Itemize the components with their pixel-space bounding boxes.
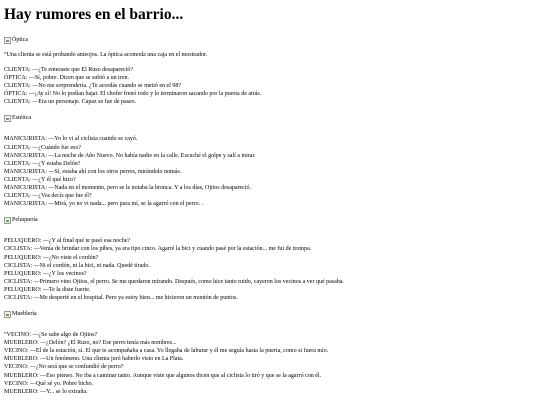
dialogue-line: PELUQUERO: —¿Y al final qué te pasó esa noche? [4,238,131,245]
broken-image-icon [4,311,11,318]
dialogue-line: MUEBLERO: —Y... se lo extraña. [4,388,88,395]
section-image [4,36,540,45]
dialogue-line: MANICURISTA: —Mirá, yo no vi nada... pero para mí, se la agarró con el perro. . [4,201,204,208]
image-alt-text: Estética [12,115,31,122]
page-title: Hay rumores en el barrio... [4,6,184,23]
dialogue-lines [4,237,540,302]
image-alt-text: Mueblería [12,311,37,318]
dialogue-line: CLIENTA: —¿Vos decís que fue él? [4,193,92,200]
dialogue-line: VECINO: —¿No será que se confundió de perro? [4,364,124,371]
dialogue-line: CLIENTA: —No me sorprendería. ¿Te acordás cuando se metió en el 98? [4,83,182,90]
dialogue-line: MUEBLERO: —Un fenómeno. Una clienta juró haberlo visto en La Plata. [4,356,184,363]
dialogue-section [4,114,540,208]
dialogue-line: CICLISTA: —Venía de brindar con los pibes, ya era tipo cinco. Agarré la bici y cuando pasé por la estación... me fui de trompa. [4,246,312,253]
dialogue-section [4,310,540,396]
dialogue-section [4,216,540,302]
dialogue-line: PELUQUERO: —Te la diste fuerte. [4,286,91,293]
dialogue-lines [4,135,540,208]
dialogue-line: CLIENTA: —¿Y él qué hizo? [4,176,76,183]
dialogue-line: MUEBLERO: —Eso pienso. No iba a caminar tanto. Aunque viste que algunos dicen que al ciclista lo tiró y que se la agarró con él. [4,372,322,379]
dialogue-line: VECINO: —El de la estación, sí. El que te acompañaba a casa. Yo llegaba de laburar y él me seguía hasta la puerta, como si fuera mío. [4,348,329,355]
dialogue-line: CLIENTA: —Era un personaje. Capaz se fue de paseo. [4,99,137,106]
broken-image-icon [4,115,11,122]
dialogue-line: CICLISTA: —Ni el cordón, ni la bici, ni nada. Quedé tirado. [4,262,150,269]
dialogue-line: “VECINO: —¿Se sabe algo de Ojitos? [4,332,98,339]
dialogue-section [4,36,540,106]
section-image [4,310,540,319]
broken-image-icon [4,37,11,44]
image-alt-text: Óptica [12,37,28,43]
dialogue-lines [4,331,540,396]
dialogue-line: MANICURISTA: —Yo lo vi al ciclista cuando se cayó. [4,136,138,143]
dialogue-lines [4,66,540,106]
dialogue-line: VECINO: —Qué sé yo. Pobre bicho. [4,380,94,387]
image-alt-text: Peluquería [12,217,38,224]
section-image [4,216,540,225]
dialogue-line: MUEBLERO: —¿Delón? ¿El Ruso, no? Ese perro tenía más nombres... [4,340,177,347]
broken-image-icon [4,217,11,224]
dialogue-line: CLIENTA: —¿Y estaba Delón? [4,160,81,167]
section-image [4,114,540,123]
dialogue-line: CLIENTA: —¿Te enteraste que El Ruso desapareció? [4,67,134,73]
dialogue-line: PELUQUERO: —¿Y los vecinos? [4,270,87,277]
dialogue-line: ÓPTICA: —Sí, pobre. Dicen que se subió a un tren. [4,75,129,82]
dialogue-line: MANICURISTA: —Nada en el momento, pero se le notaba la bronca. Y a los días, Ojitos desapareció. [4,185,252,192]
scene-intro: “Una clienta se está probando anteojos. La óptica acomoda una caja en el mostrador. [4,52,208,58]
dialogue-line: MANICURISTA: —La noche de Año Nuevo. No había nadie en la calle. Escuché el golpe y salí a mirar. [4,152,256,159]
dialogue-line: CICLISTA: —Primero vino Ojitos, el perro. Se me quedaron mirando. Después, como hice tanto ruido, cayeron los vecinos a ver qué pasaba. [4,278,344,285]
dialogue-line: PELUQUERO: —¿No viste el cordón? [4,254,99,261]
dialogue-line: MANICURISTA: —Sí, estaba ahí con los otros perros, mirándolo nomás. [4,168,182,175]
dialogue-line: CICLISTA: —Me desperté en el hospital. Pero ya estoy bien... me hicieron un montón de puntos. [4,294,238,301]
dialogue-line: CLIENTA: —¿Cuándo fue eso? [4,144,81,151]
dialogue-line: ÓPTICA: —¡Ay sí! No lo podían bajar. El chofer frenó todo y lo terminaron sacando por la puerta de atrás. [4,91,262,98]
sections-container [4,36,540,396]
